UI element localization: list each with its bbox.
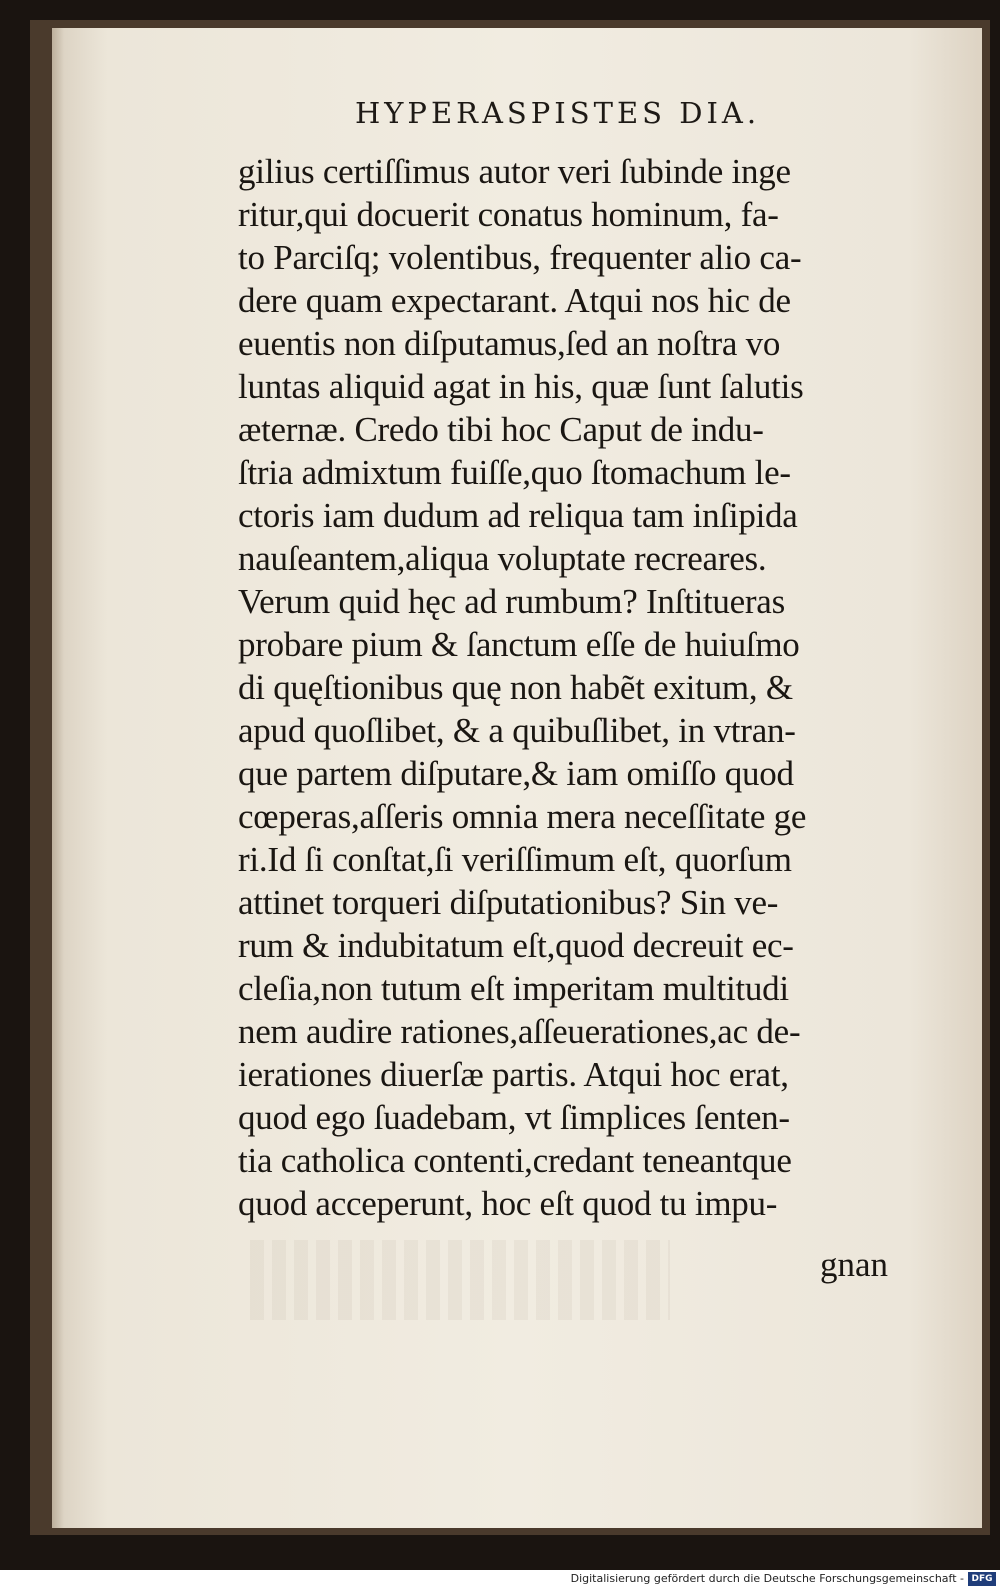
- text-line: ri.Id ſi conſtat,ſi veriſſimum eſt, quorſum: [238, 840, 792, 879]
- text-line: cœperas,aſſeris omnia mera neceſſitate ge: [238, 797, 807, 836]
- text-line: quod acceperunt, hoc eſt quod tu impu-: [238, 1184, 778, 1223]
- text-line: di quęſtionibus quę non habẽt exitum, &: [238, 668, 793, 707]
- text-line: ctoris iam dudum ad reliqua tam inſipida: [238, 496, 798, 535]
- text-line: quod ego ſuadebam, vt ſimplices ſenten-: [238, 1098, 790, 1137]
- text-line: apud quoſlibet, & a quibuſlibet, in vtran-: [238, 711, 796, 750]
- text-line: nem audire rationes,aſſeuerationes,ac de-: [238, 1012, 801, 1051]
- text-line: cleſia,non tutum eſt imperitam multitudi: [238, 969, 789, 1008]
- text-line: rum & indubitatum eſt,quod decreuit ec-: [238, 926, 794, 965]
- text-line: ritur,qui docuerit conatus hominum, fa-: [238, 195, 779, 234]
- footer-bar: [0, 1570, 1000, 1590]
- text-block: [238, 150, 938, 1225]
- show-through-text: [250, 1240, 670, 1320]
- text-line: dere quam expectarant. Atqui nos hic de: [238, 281, 791, 320]
- text-line: æternæ. Credo tibi hoc Caput de indu-: [238, 410, 764, 449]
- digitization-credit: Digitalisierung gefördert durch die Deutsche Forschungsgemeinschaft -: [570, 1572, 964, 1585]
- text-line: nauſeantem,aliqua voluptate recreares.: [238, 539, 767, 578]
- text-line: ierationes diuerſæ partis. Atqui hoc erat,: [238, 1055, 789, 1094]
- text-line: attinet torqueri diſputationibus? Sin ve-: [238, 883, 779, 922]
- dfg-logo: DFG: [968, 1572, 996, 1586]
- text-line: luntas aliquid agat in his, quæ ſunt ſalutis: [238, 367, 804, 406]
- text-line: ſtria admixtum fuiſſe,quo ſtomachum le-: [238, 453, 791, 492]
- text-line: euentis non diſputamus,ſed an noſtra vo: [238, 324, 781, 363]
- text-line: que partem diſputare,& iam omiſſo quod: [238, 754, 794, 793]
- text-line: probare pium & ſanctum eſſe de huiuſmo: [238, 625, 800, 664]
- running-head: HYPERASPISTES DIA.: [355, 96, 761, 130]
- page-gutter-shadow: [52, 28, 64, 1528]
- catchword: gnan: [820, 1245, 889, 1284]
- text-line: Verum quid hęc ad rumbum? Inſtitueras: [238, 582, 785, 621]
- text-line: gilius certiſſimus autor veri ſubinde inge: [238, 152, 791, 191]
- text-line: tia catholica contenti,credant teneantque: [238, 1141, 792, 1180]
- text-line: to Parciſq; volentibus, frequenter alio ca-: [238, 238, 802, 277]
